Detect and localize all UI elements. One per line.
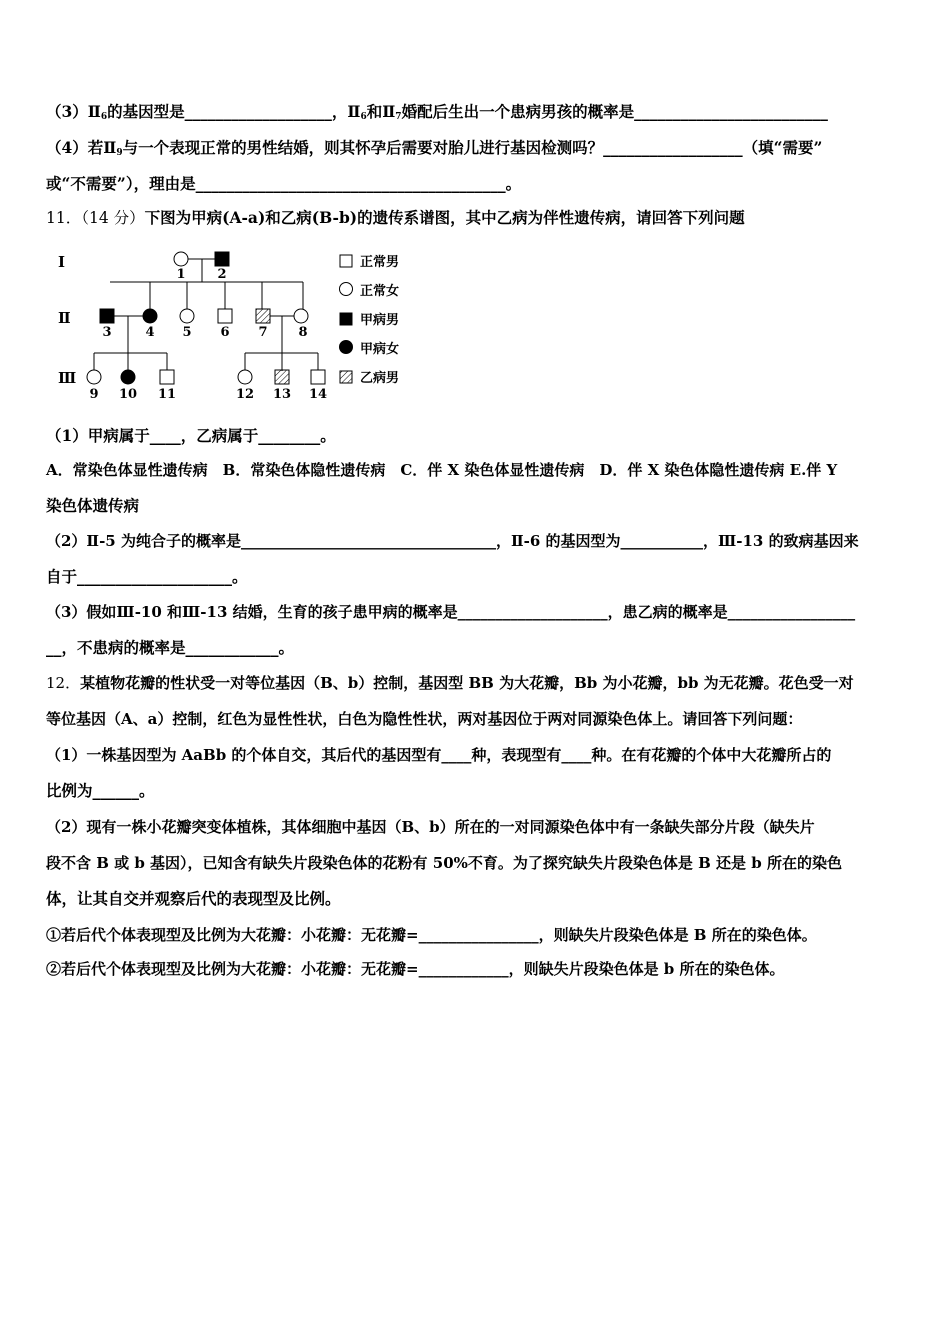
id-14: 14 [308, 387, 328, 402]
individual-7-affected-male-b [256, 309, 270, 323]
q11-heading: 11．（14 分）下图为甲病(A-a)和乙病(B-b)的遗传系谱图，其中乙病为伴性遗传病，请回答下列问题 [46, 208, 745, 227]
id-3: 3 [102, 325, 112, 340]
id-1: 1 [176, 267, 186, 282]
individual-12-normal-female [238, 370, 252, 384]
individual-8-normal-female [294, 309, 308, 323]
q11-part3: （3）假如Ⅲ-10 和Ⅲ-13 结婚，生育的孩子患甲病的概率是____________________，患乙病的概率是_________________ [46, 603, 856, 621]
id-12: 12 [235, 387, 255, 402]
q11-part3-cont: __，不患病的概率是____________。 [46, 638, 295, 657]
individual-6-normal-male [218, 309, 232, 323]
legend-affected-male-a: 甲病男 [360, 313, 400, 328]
legend-affected-female-a-icon [340, 341, 353, 354]
id-6: 6 [220, 325, 230, 340]
gen-label-1: Ⅰ [58, 253, 66, 271]
id-5: 5 [182, 325, 192, 340]
legend-affected-male-a-icon [340, 313, 352, 325]
q12-intro: 12．某植物花瓣的性状受一对等位基因（B、b）控制，基因型 BB 为大花瓣，Bb 为小花瓣，bb 为无花瓣。花色受一对 [46, 674, 854, 692]
legend-normal-female: 正常女 [360, 284, 400, 299]
q11-options-cont: 染色体遗传病 [46, 496, 140, 515]
individual-5-normal-female [180, 309, 194, 323]
individual-10-affected-female-a [121, 370, 135, 384]
id-7: 7 [258, 325, 268, 340]
legend-affected-female-a: 甲病女 [360, 342, 400, 357]
individual-14-normal-male [311, 370, 325, 384]
q10-part4: （4）若$Ⅱ_9$与一个表现正常的男性结婚，则其怀孕后需要对胎儿进行基因检测吗？__________________（填“需要” [46, 138, 823, 158]
individual-1-normal-female [174, 252, 188, 266]
id-2: 2 [217, 267, 227, 282]
q12-case2: ②若后代个体表现型及比例为大花瓣：小花瓣：无花瓣=____________，则缺失片段染色体是 b 所在的染色体。 [46, 960, 785, 978]
individual-2-affected-male-a [215, 252, 229, 266]
id-10: 10 [118, 387, 138, 402]
gen-label-3: Ⅲ [58, 369, 77, 387]
q12-part2: （2）现有一株小花瓣突变体植株，其体细胞中基因（B、b）所在的一对同源染色体中有一条缺失部分片段（缺失片 [46, 818, 815, 836]
individual-3-affected-male-a [100, 309, 114, 323]
q12-part2-cont: 段不含 B 或 b 基因），已知含有缺失片段染色体的花粉有 50%不育。为了探究缺失片段染色体是 B 还是 b 所在的染色 [46, 854, 842, 872]
legend-normal-male: 正常男 [360, 255, 400, 270]
legend-affected-male-b: 乙病男 [360, 371, 400, 386]
q12-intro-cont: 等位基因（A、a）控制，红色为显性性状，白色为隐性性状，两对基因位于两对同源染色体上。请回答下列问题： [46, 710, 803, 728]
legend-affected-male-b-icon [340, 371, 352, 383]
q12-part1: （1）一株基因型为 AaBb 的个体自交，其后代的基因型有____种，表现型有____种。在有花瓣的个体中大花瓣所占的 [46, 746, 832, 764]
pedigree-chart [40, 243, 420, 403]
q12-part1-cont: 比例为______。 [46, 781, 155, 800]
q11-part2-cont: 自于____________________。 [46, 567, 248, 586]
q11-part2: （2）Ⅱ-5 为纯合子的概率是__________________________________，Ⅱ-6 的基因型为___________，Ⅲ-13 的致病基因来 [46, 532, 859, 550]
gen-label-2: Ⅱ [58, 309, 71, 327]
pedigree-legend [340, 254, 400, 386]
q12-part2-cont2: 体，让其自交并观察后代的表现型及比例。 [46, 889, 341, 908]
individual-13-affected-male-b [275, 370, 289, 384]
id-13: 13 [272, 387, 292, 402]
id-4: 4 [145, 325, 155, 340]
q10-part3: $(3)Ⅱ_6$的基因型是___________________，$Ⅱ_6$和$Ⅱ_7$婚配后生出一个患病男孩的概率是_________________________ [46, 102, 828, 122]
legend-normal-female-icon [340, 283, 353, 296]
q12-case1: ①若后代个体表现型及比例为大花瓣：小花瓣：无花瓣=________________，则缺失片段染色体是 B 所在的染色体。 [46, 926, 817, 944]
individual-4-affected-female-a [143, 309, 157, 323]
q11-options: A．常染色体显性遗传病 B．常染色体隐性遗传病 C．伴 X 染色体显性遗传病 D．伴 X 染色体隐性遗传病 E.伴 Y [46, 461, 838, 479]
id-9: 9 [89, 387, 99, 402]
individual-11-normal-male [160, 370, 174, 384]
q10-part4-cont: 或“不需要”），理由是________________________________________。 [46, 174, 522, 193]
id-11: 11 [157, 387, 177, 402]
individual-9-normal-female [87, 370, 101, 384]
q11-part1: （1）甲病属于____，乙病属于________。 [46, 426, 336, 445]
legend-normal-male-icon [340, 255, 352, 267]
id-8: 8 [298, 325, 308, 340]
